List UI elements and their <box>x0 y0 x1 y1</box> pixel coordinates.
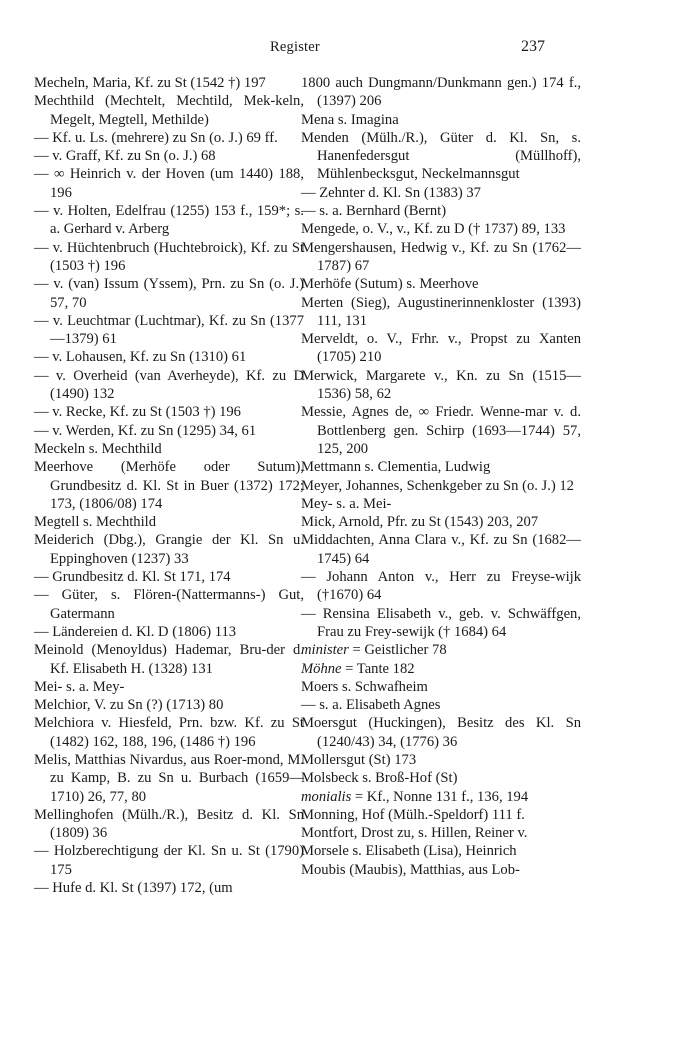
index-entry: — Güter, s. Flören-(Nattermanns-) Gut, Gatermann <box>34 587 304 622</box>
index-entry: — Ländereien d. Kl. D (1806) 113 <box>34 623 237 640</box>
index-entry: — s. a. Bernhard (Bernt) <box>301 203 447 220</box>
index-entry: — v. Recke, Kf. zu St (1503 †) 196 <box>34 404 241 421</box>
index-entry: Middachten, Anna Clara v., Kf. zu Sn (1682—1745) 64 <box>301 532 581 567</box>
index-term-italic: minister <box>301 642 349 659</box>
index-entry: — Johann Anton v., Herr zu Freyse-wijk (†1670) 64 <box>301 569 581 604</box>
index-entry: Meiderich (Dbg.), Grangie der Kl. Sn u. Eppinghoven (1237) 33 <box>34 532 304 567</box>
index-entry: Menden (Mülh./R.), Güter d. Kl. Sn, s. Hanenfedersgut (Müllhoff), Mühlenbecksgut, Neckelmannsgut <box>301 129 581 183</box>
index-entry: — v. (van) Issum (Yssem), Prn. zu Sn (o. J.) 57, 70 <box>34 276 304 311</box>
index-entry <box>301 660 581 678</box>
index-entry: Mengede, o. V., v., Kf. zu D († 1737) 89, 133 <box>301 221 566 238</box>
index-entry: Mechthild (Mechtelt, Mechtild, Mek-keln, Megelt, Megtell, Methilde) <box>34 93 304 128</box>
index-term-italic: monialis <box>301 788 352 805</box>
index-entry: Meinold (Menoyldus) Hademar, Bru-der d. Kf. Elisabeth H. (1328) 131 <box>34 642 304 677</box>
index-entry: Melchior, V. zu Sn (?) (1713) 80 <box>34 697 224 714</box>
index-entry: Moersgut (Huckingen), Besitz des Kl. Sn (1240/43) 34, (1776) 36 <box>301 715 581 750</box>
index-entry: Meckeln s. Mechthild <box>34 440 162 457</box>
index-term-italic: Möhne <box>301 660 342 677</box>
index-entry: Morsele s. Elisabeth (Lisa), Heinrich <box>301 843 517 860</box>
index-entry: Merveldt, o. V., Frhr. v., Propst zu Xanten (1705) 210 <box>301 331 581 366</box>
index-entry: Merten (Sieg), Augustinerinnenkloster (1393) 111, 131 <box>301 294 581 329</box>
index-entry: Mellinghofen (Mülh./R.), Besitz d. Kl. Sn (1809) 36 <box>34 806 304 842</box>
index-entry: — Zehnter d. Kl. Sn (1383) 37 <box>301 184 481 201</box>
index-entry: Meerhove (Merhöfe oder Sutum), Grundbesitz d. Kl. St in Buer (1372) 172; 173, (1806/08) 174 <box>34 459 304 512</box>
index-entry <box>301 788 581 806</box>
index-entry-text: = Tante 182 <box>341 660 415 677</box>
index-entry: Mena s. Imagina <box>301 111 399 128</box>
index-entry: Melchiora v. Hiesfeld, Prn. bzw. Kf. zu St (1482) 162, 188, 196, (1486 †) 196 <box>34 715 304 750</box>
index-entry: — v. Hüchtenbruch (Huchtebroick), Kf. zu St (1503 †) 196 <box>34 239 304 274</box>
index-entry-text: = Geistlicher 78 <box>348 642 447 659</box>
index-entry: Mollersgut (St) 173 <box>301 751 417 768</box>
index-entry: 1800 auch Dungmann/Dunkmann gen.) 174 f., (1397) 206 <box>301 75 581 110</box>
index-entry: Melis, Matthias Nivardus, aus Roer-mond, M. zu Kamp, B. zu Sn u. Burbach (1659—1710) 26, 77, 80 <box>34 751 304 805</box>
index-entry: — v. Graff, Kf. zu Sn (o. J.) 68 <box>34 148 216 165</box>
index-entry: Meyer, Johannes, Schenkgeber zu Sn (o. J.) 12 <box>301 477 574 494</box>
right-index-column <box>301 74 581 879</box>
page-header <box>0 38 700 60</box>
index-entry: Mengershausen, Hedwig v., Kf. zu Sn (1762—1787) 67 <box>301 239 581 274</box>
index-entry: Moers s. Schwafheim <box>301 678 428 695</box>
index-entry: — s. a. Elisabeth Agnes <box>301 697 441 714</box>
index-entry: Mey- s. a. Mei- <box>301 495 392 512</box>
index-entry: Mei- s. a. Mey- <box>34 678 125 695</box>
index-entry: Molsbeck s. Broß-Hof (St) <box>301 770 458 787</box>
index-entry-text: = Kf., Nonne 131 f., 136, 194 <box>351 788 529 805</box>
index-entry: Mick, Arnold, Pfr. zu St (1543) 203, 207 <box>301 514 539 531</box>
index-entry: Monning, Hof (Mülh.-Speldorf) 111 f. <box>301 806 525 823</box>
index-entry: — ∞ Heinrich v. der Hoven (um 1440) 188, 196 <box>34 166 304 201</box>
index-entry: Merhöfe (Sutum) s. Meerhove <box>301 276 479 293</box>
index-entry: Montfort, Drost zu, s. Hillen, Reiner v. <box>301 825 528 842</box>
index-entry: Megtell s. Mechthild <box>34 514 157 531</box>
index-entry: Moubis (Maubis), Matthias, aus Lob- <box>301 861 520 878</box>
index-entry: — Rensina Elisabeth v., geb. v. Schwäffgen, Frau zu Frey-sewijk († 1684) 64 <box>301 605 581 640</box>
index-entry: — v. Holten, Edelfrau (1255) 153 f., 159*; s. a. Gerhard v. Arberg <box>34 203 304 238</box>
index-entry: — v. Lohausen, Kf. zu Sn (1310) 61 <box>34 349 247 366</box>
running-title: Register <box>270 39 320 55</box>
index-entry: Merwick, Margarete v., Kn. zu Sn (1515—1536) 58, 62 <box>301 367 581 403</box>
index-entry: — v. Overheid (van Averheyde), Kf. zu D (1490) 132 <box>34 367 304 403</box>
left-index-column <box>34 74 304 897</box>
index-entry <box>301 641 581 659</box>
index-entry: Messie, Agnes de, ∞ Friedr. Wenne-mar v. d. Bottlenberg gen. Schirp (1693—1744) 57, 125, 200 <box>301 404 581 457</box>
index-entry: — v. Werden, Kf. zu Sn (1295) 34, 61 <box>34 422 257 439</box>
index-entry: Mettmann s. Clementia, Ludwig <box>301 459 491 476</box>
index-entry: — Hufe d. Kl. St (1397) 172, (um <box>34 880 233 897</box>
page-number: 237 <box>521 38 545 55</box>
index-entry: — Grundbesitz d. Kl. St 171, 174 <box>34 569 231 586</box>
index-entry: — Holzberechtigung der Kl. Sn u. St (1790) 175 <box>34 843 304 878</box>
index-entry: Mecheln, Maria, Kf. zu St (1542 †) 197 <box>34 75 266 91</box>
index-entry: — v. Leuchtmar (Luchtmar), Kf. zu Sn (1377—1379) 61 <box>34 312 304 348</box>
index-entry: — Kf. u. Ls. (mehrere) zu Sn (o. J.) 69 ff. <box>34 129 278 146</box>
